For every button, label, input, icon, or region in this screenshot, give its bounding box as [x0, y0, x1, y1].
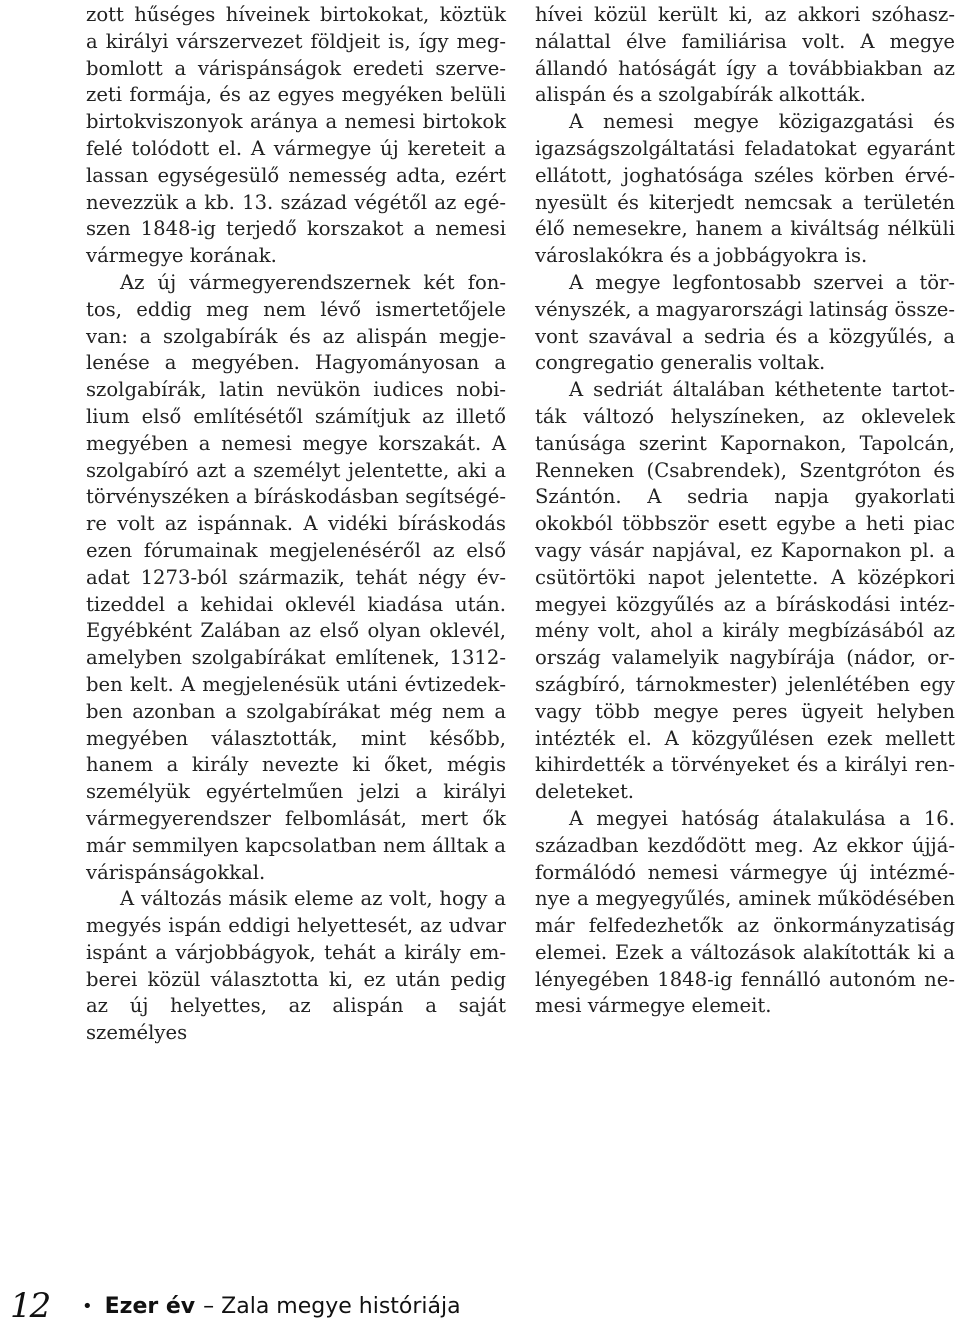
left-column: [86, 2, 506, 1047]
paragraph: A megyei hatóság átalakulása a 16. században kezdődött meg. Az ekkor újjáformálódó nemesi vármegye új intézménye a megyegyűlés, aminek működésében már felfedezhetők az önkormányzatiság elemei. Ezek a változások alakították ki a lényegében 1848-ig fennálló autonóm nemesi vármegye elemeit.: [535, 806, 955, 1018]
paragraph: Az új vármegyerendszernek két fontos, eddig meg nem lévő ismertetőjele van: a szolgabírák és az alispán megjelenése a megyében. Hagyományosan a szolgabírák, latin nevükön iudices nobilium első említésétől számítjuk az illető megyében a nemesi megye korszakát. A szolgabíró azt a személyt jelentette, aki a törvényszéken a bíráskodásban segítségére volt az ispánnak. A vidéki bíráskodás ezen fórumainak megjelenéséről az első adat 1273-ból származik, tehát négy évtizeddel a kehidai oklevél kiadása után. Egyébként Zalában az első olyan oklevél, amelyben szolgabírákat említenek, 1312-ben kelt. A megjelenésük utáni évtizedekben azonban a szolgabírákat még nem a megyében választották, mint később, hanem a király nevezte ki őket, mégis személyük egyértelműen jelzi a királyi vármegyerendszer felbomlását, mert ők már semmilyen kapcsolatban nem álltak a várispánságokkal.: [86, 270, 506, 884]
page-number: 12: [10, 1286, 50, 1326]
bullet-icon: •: [82, 1295, 93, 1317]
paragraph: zott hűséges híveinek birtokokat, köztük a királyi várszervezet földjeit is, így megbomlott a várispánságok eredeti szervezeti formája, és az egyes megyéken belüli birtokviszonyok aránya a nemesi birtokok felé tolódott el. A vármegye új kereteit a lassan egységesülő nemesség adta, ezért nevezzük a kb. 13. század végétől az egészen 1848-ig terjedő korszakot a nemesi vármegye korának.: [86, 3, 506, 268]
right-column: [535, 2, 955, 1020]
publication-title: Ezer év: [104, 1293, 196, 1319]
page-footer: [10, 1286, 461, 1326]
paragraph: A sedriát általában kéthetente tartották változó helyszíneken, az oklevelek tanúsága szerint Kapornakon, Tapolcán, Renneken (Csabrendek), Szentgróton és Szántón. A sedria napja gyakorlati okokból többször esett egybe a heti piac vagy vásár napjával, ez Kapornakon pl. a csütörtöki napot jelentette. A középkori megyei közgyűlés az a bíráskodási intézmény volt, ahol a király megbízásából az ország valamelyik nagybírája (nádor, országbíró, tárnokmester) jelenlétében egy vagy több megye peres ügyeit helyben intézték el. A közgyűlésen ezek mellett kihirdették a törvényeket és a királyi rendeleteket.: [535, 378, 955, 804]
paragraph: A nemesi megye közigazgatási és igazságszolgáltatási feladatokat egyaránt ellátott, joghatósága széles körben érvényesült és kiterjedt nemcsak a területén élő nemesekre, hanem a kiváltság nélküli városlakókra és a jobbágyokra is.: [535, 110, 955, 268]
publication-subtitle: – Zala megye históriája: [203, 1293, 461, 1319]
paragraph: A megye legfontosabb szervei a törvényszék, a magyarországi latinság összevont szavával a sedria és a közgyűlés, a congregatio generalis voltak.: [535, 270, 955, 375]
paragraph: A változás másik eleme az volt, hogy a megyés ispán eddigi helyettesét, az udvar ispánt a várjobbágyok, tehát a király emberei közül választotta ki, ez után pedig az új helyettes, az alispán a saját személyes: [86, 887, 506, 1045]
paragraph: hívei közül került ki, az akkori szóhasználattal élve familiárisa volt. A megye állandó hatóságát így a továbbiakban az alispán és a szolgabírák alkották.: [535, 3, 955, 107]
